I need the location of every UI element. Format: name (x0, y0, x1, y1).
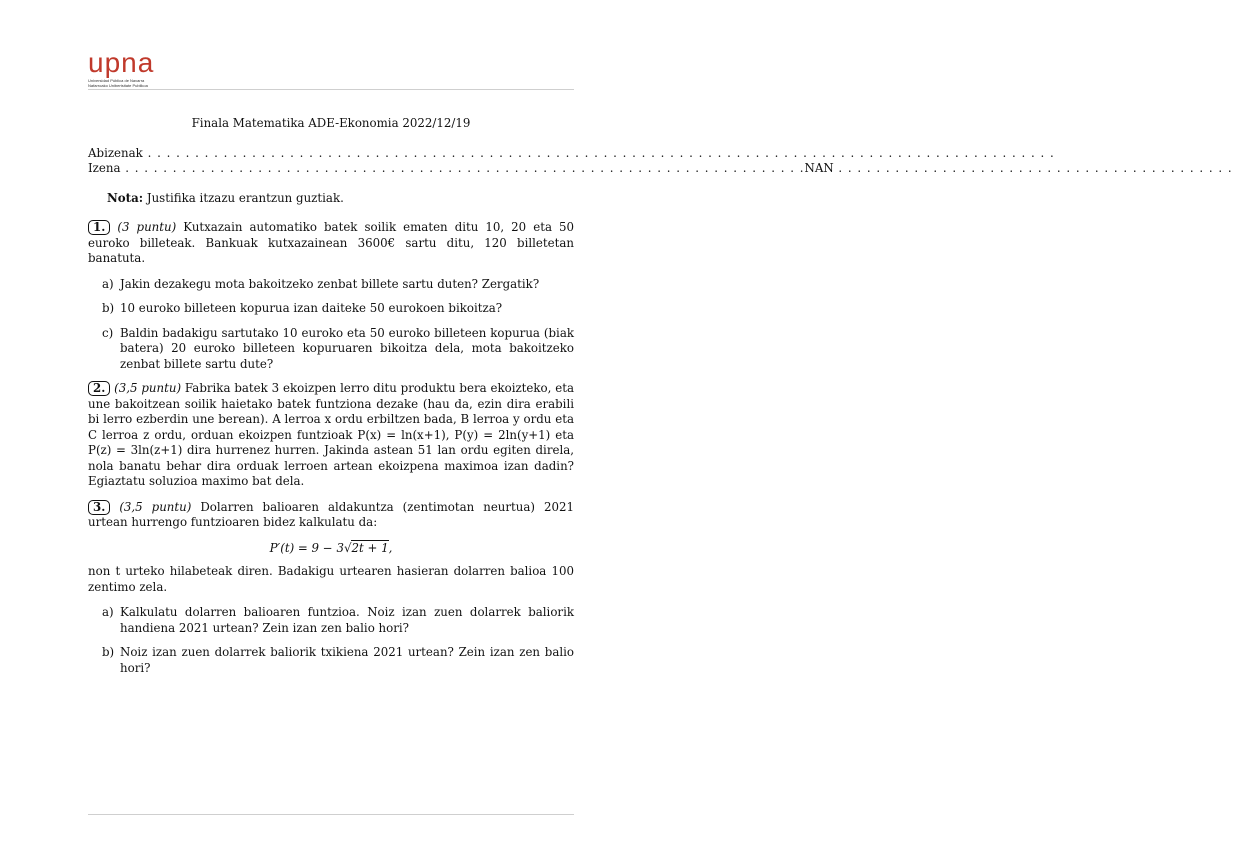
list-item (102, 301, 574, 317)
problem-1 (88, 220, 574, 267)
list-item (102, 645, 574, 676)
exam-title: Finala Matematika ADE-Ekonomia 2022/12/19 (191, 116, 471, 130)
id-dots: . . . . . . . . . . . . . . . . . . . . . . . . . . . . . . . . . . . . . . . . . . (833, 161, 1233, 175)
problem-1-text: Kutxazain automatiko batek soilik ematen ditu 10, 20 eta 50 euroko billeteak. Bankuak kutxazainean 3600€ sartu ditu, 120 billetetan banatuta. (88, 220, 575, 265)
problem-1-points: (3 puntu) (117, 220, 177, 234)
item-label: c) (102, 325, 114, 340)
university-logo (88, 47, 155, 88)
problem-2 (88, 381, 574, 490)
note (107, 191, 574, 207)
equation-end: , (388, 540, 393, 555)
problem-2-text: Fabrika batek 3 ekoizpen lerro ditu produktu bera ekoizteko, eta une bakoitzean soilik haietako batek funtziona dezake (hau da, ezin dira erabili bi lerro ezberdin une berean). A lerroa x ordu erbiltzen bada, B lerroa y ordu eta C lerroa z ordu, orduan ekoizpen funtzioak P(x) = ln(x+1), P(y) = 2ln(y+1) eta P(z) = 3ln(z+1) dira hurrenez hurren. Jakinda astean 51 lan ordu egiten direla, nola banatu behar dira orduak lerroen artean ekoizpena maximoa izan dadin? Egiaztatu soluzioa maximo bat dela. (88, 381, 574, 488)
header-rule (88, 89, 574, 90)
item-text: Jakin dezakegu mota bakoitzeko zenbat billete sartu duten? Zergatik? (120, 276, 540, 291)
problem-3-items (88, 605, 574, 676)
list-item (102, 605, 574, 636)
surname-line (88, 145, 1055, 162)
name-label: Izena (88, 161, 121, 175)
item-label: b) (102, 645, 115, 659)
item-text: Baldin badakigu sartutako 10 euroko eta 50 euroko billeteen kopurua (biak batera) 20 euroko billeteen kopuruaren bikoitza dela, mota bakoitzeko zenbat billete sartu dute? (120, 325, 574, 371)
surname-label: Abizenak (88, 145, 143, 160)
id-label: NAN (804, 161, 834, 175)
item-text: Noiz izan zuen dolarrek baliorik txikiena 2021 urtean? Zein izan zen balio hori? (120, 645, 574, 675)
name-line (88, 161, 1233, 177)
footer-rule (88, 814, 574, 815)
equation-radicand: 2t + 1 (351, 540, 389, 555)
note-label: Nota: (107, 190, 144, 205)
problem-2-number: 2. (88, 381, 110, 396)
derivative-equation (88, 541, 574, 557)
problem-2-points: (3,5 puntu) (114, 381, 182, 395)
sqrt-symbol: √ (343, 540, 352, 555)
item-text: 10 euroko billeteen kopurua izan daiteke 50 eurokoen bikoitza? (120, 301, 503, 315)
equation-lhs: P′(t) = 9 − 3 (269, 540, 344, 555)
item-label: a) (102, 276, 114, 291)
item-label: b) (102, 301, 115, 315)
list-item (102, 277, 574, 293)
item-label: a) (102, 605, 114, 619)
problem-3-points: (3,5 puntu) (119, 499, 192, 514)
problem-3-after: non t urteko hilabeteak diren. Badakigu urtearen hasieran dolarren balioa 100 zentimo zela. (88, 564, 574, 594)
item-text: Kalkulatu dolarren balioaren funtzioa. Noiz izan zuen dolarrek baliorik handiena 2021 urtean? Zein izan zen balio hori? (120, 605, 574, 635)
note-text: Justifika itzazu erantzun guztiak. (146, 190, 344, 205)
problem-1-items (88, 277, 574, 373)
exam-content (88, 104, 1233, 685)
problem-3 (88, 500, 574, 531)
logo-wordmark: upna (88, 47, 155, 78)
surname-dots: . . . . . . . . . . . . . . . . . . . . . . . . . . . . . . . . . . . . . . . . . . . . . . . . . . . . . . . . . . . . . . . . . . . . . . . . . . . . . . . . . . . . . . . . . . . . . . . . (142, 145, 1055, 160)
problem-3-number: 3. (88, 500, 110, 515)
problem-3-text: Dolarren balioaren aldakuntza (zentimotan neurtua) 2021 urtean hurrengo funtzioaren bidez kalkulatu da: (88, 499, 575, 529)
name-dots: . . . . . . . . . . . . . . . . . . . . . . . . . . . . . . . . . . . . . . . . . . . . . . . . . . . . . . . . . . . . . . . . . . . . . . . . (120, 161, 805, 175)
list-item (102, 326, 574, 373)
problem-1-number: 1. (88, 220, 110, 235)
logo-subtitle: Universidad Pública de Navarra Nafarroako Unibertsitate Publikoa (88, 78, 148, 88)
